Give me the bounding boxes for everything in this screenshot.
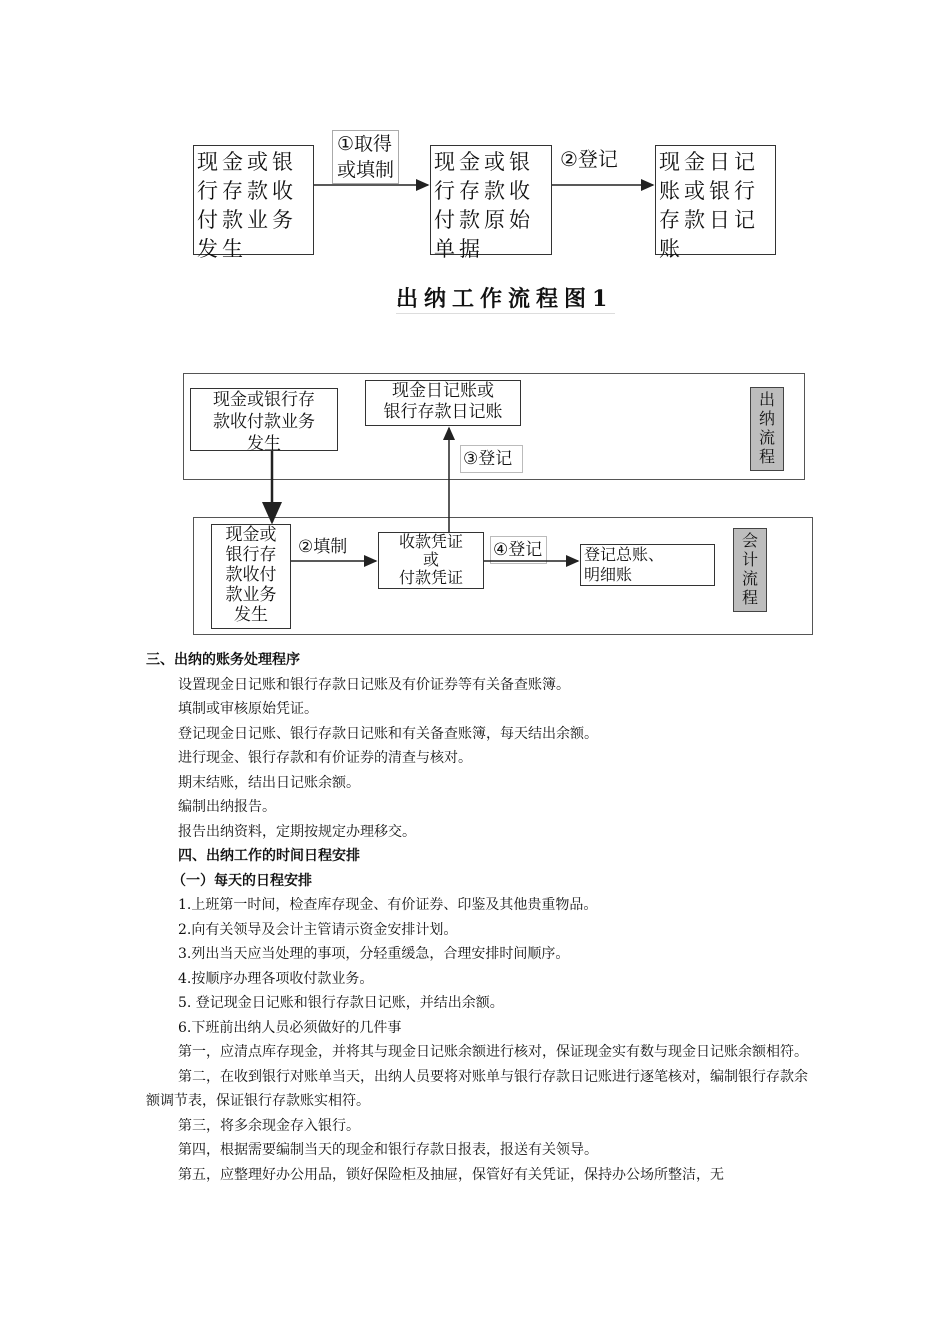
subsection-heading: （一）每天的日程安排 (172, 872, 312, 889)
section-heading-4: 四、出纳工作的时间日程安排 (178, 848, 360, 864)
paragraph: 期末结账，结出日记账余额。 (178, 774, 360, 791)
flow1-box-voucher: 现金或银 行存款收 付款原始 单据 (430, 145, 552, 255)
paragraph: 第一，应清点库存现金，并将其与现金日记账余额进行核对，保证现金实有数与现金日记账余额相符。 (178, 1044, 808, 1060)
paragraph: 编制出纳报告。 (178, 799, 276, 815)
list-item: 2.向有关领导及会计主管请示资金安排计划。 (178, 921, 458, 938)
flow1-label-obtain: ①取得 或填制 (332, 130, 399, 184)
list-item: 4.按顺序办理各项收付款业务。 (178, 970, 374, 987)
paragraph: 登记现金日记账、银行存款日记账和有关备查账簿，每天结出余额。 (178, 725, 598, 742)
flow1-box-journal: 现金日记 账或银行 存款日记 账 (655, 145, 776, 255)
flow2-bottom-box-ledger: 登记总账、 明细账 (580, 544, 715, 586)
flow2-label-register4: ④登记 (490, 536, 547, 564)
list-item: 3.列出当天应当处理的事项，分轻重缓急，合理安排时间顺序。 (178, 946, 570, 962)
flow1-caption: 出纳工作流程图1 (396, 282, 615, 314)
paragraph: 填制或审核原始凭证。 (178, 701, 318, 717)
paragraph: 第四，根据需要编制当天的现金和银行存款日报表，报送有关领导。 (178, 1142, 598, 1158)
paragraph: 报告出纳资料，定期按规定办理移交。 (178, 823, 416, 840)
paragraph: 设置现金日记账和银行存款日记账及有价证券等有关备查账簿。 (178, 676, 570, 693)
flow2-label-register3: ③登记 (460, 445, 523, 473)
flow2-top-box-journal: 现金日记账或 银行存款日记账 (365, 380, 521, 426)
paragraph: 进行现金、银行存款和有价证券的清查与核对。 (178, 750, 472, 766)
flow1-box-business: 现金或银 行存款收 付款业务 发生 (193, 145, 314, 255)
list-item: 1.上班第一时间，检查库存现金、有价证券、印鉴及其他贵重物品。 (178, 897, 598, 913)
section-heading-3: 三、出纳的账务处理程序 (146, 652, 300, 668)
flow1-label-register: ②登记 (560, 147, 618, 171)
flow2-label-fill: ②填制 (298, 537, 348, 557)
list-item: 5. 登记现金日记账和银行存款日记账，并结出余额。 (178, 995, 504, 1011)
paragraph: 第三，将多余现金存入银行。 (178, 1117, 360, 1134)
flow2-top-box-business: 现金或银行存 款收付款业务 发生 (190, 388, 338, 451)
flow2-side-cashier: 出 纳 流 程 (750, 387, 784, 471)
paragraph: 第二，在收到银行对账单当天，出纳人员要将对账单与银行存款日记账进行逐笔核对，编制银行存款余额调节表，保证银行存款账实相符。 (146, 1068, 808, 1109)
paragraph: 第五，应整理好办公用品，锁好保险柜及抽屉，保管好有关凭证，保持办公场所整洁，无 (178, 1166, 724, 1183)
body-text (146, 648, 816, 1187)
list-item: 6.下班前出纳人员必须做好的几件事 (178, 1019, 402, 1036)
flow2-side-accounting: 会 计 流 程 (733, 528, 767, 612)
flow2-bottom-box-voucher: 收款凭证 或 付款凭证 (378, 532, 484, 589)
flow2-bottom-box-business: 现金或 银行存 款收付 款业务 发生 (211, 524, 291, 629)
